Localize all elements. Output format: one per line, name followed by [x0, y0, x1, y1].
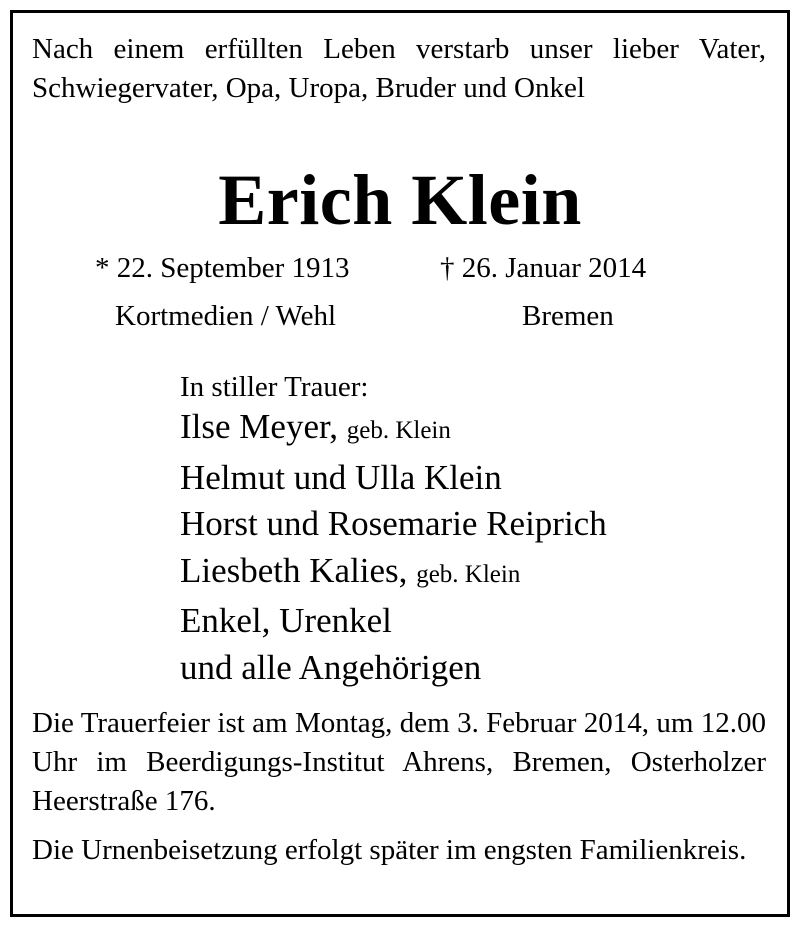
mourner-maiden-name: geb. Klein	[416, 560, 521, 588]
mourner-name: und alle Angehörigen	[180, 647, 482, 687]
mourner-name: Liesbeth Kalies,	[180, 550, 408, 590]
mourner-entry	[180, 645, 607, 692]
mourner-entry	[180, 548, 607, 599]
intro-line: Onkel	[514, 72, 585, 104]
deceased-name: Erich Klein	[218, 160, 582, 240]
urn-burial-text	[32, 831, 766, 870]
intro-text	[32, 30, 766, 108]
birth-place: Kortmedien / Wehl	[115, 300, 337, 332]
mourners-block	[180, 370, 607, 691]
service-line: um 12.00 Uhr im Beerdigungs-Institut Ahrens,	[32, 707, 767, 778]
death-date: † 26. Januar 2014	[440, 252, 647, 284]
funeral-service-text	[32, 704, 766, 821]
mourner-name: Horst und Rosemarie Reiprich	[180, 504, 607, 543]
urn-line: Die Urnenbeisetzung erfolgt später im engsten	[32, 834, 573, 866]
mourner-entry	[180, 598, 607, 645]
mourner-name: Ilse Meyer,	[180, 407, 338, 446]
urn-line: Familienkreis.	[579, 834, 747, 866]
service-line: Bremen, Osterholzer Heerstraße 176.	[32, 746, 767, 817]
mourner-entry	[180, 404, 607, 455]
service-line: Die Trauerfeier ist am Montag, dem 3. Februar 2014,	[32, 707, 649, 739]
intro-line: Vater, Schwiegervater, Opa, Uropa, Bruder und	[32, 33, 766, 104]
mourner-name: Helmut und Ulla Klein	[180, 457, 502, 497]
birth-date: * 22. September 1913	[95, 252, 350, 284]
mourning-label: In stiller Trauer:	[180, 371, 369, 403]
mourner-name: Enkel, Urenkel	[180, 601, 392, 640]
intro-line: Nach einem erfüllten Leben verstarb unser lieber	[32, 33, 679, 65]
mourner-entry	[180, 455, 607, 502]
death-place: Bremen	[522, 300, 614, 332]
mourner-entry	[180, 501, 607, 548]
mourner-maiden-name: geb. Klein	[346, 417, 451, 444]
